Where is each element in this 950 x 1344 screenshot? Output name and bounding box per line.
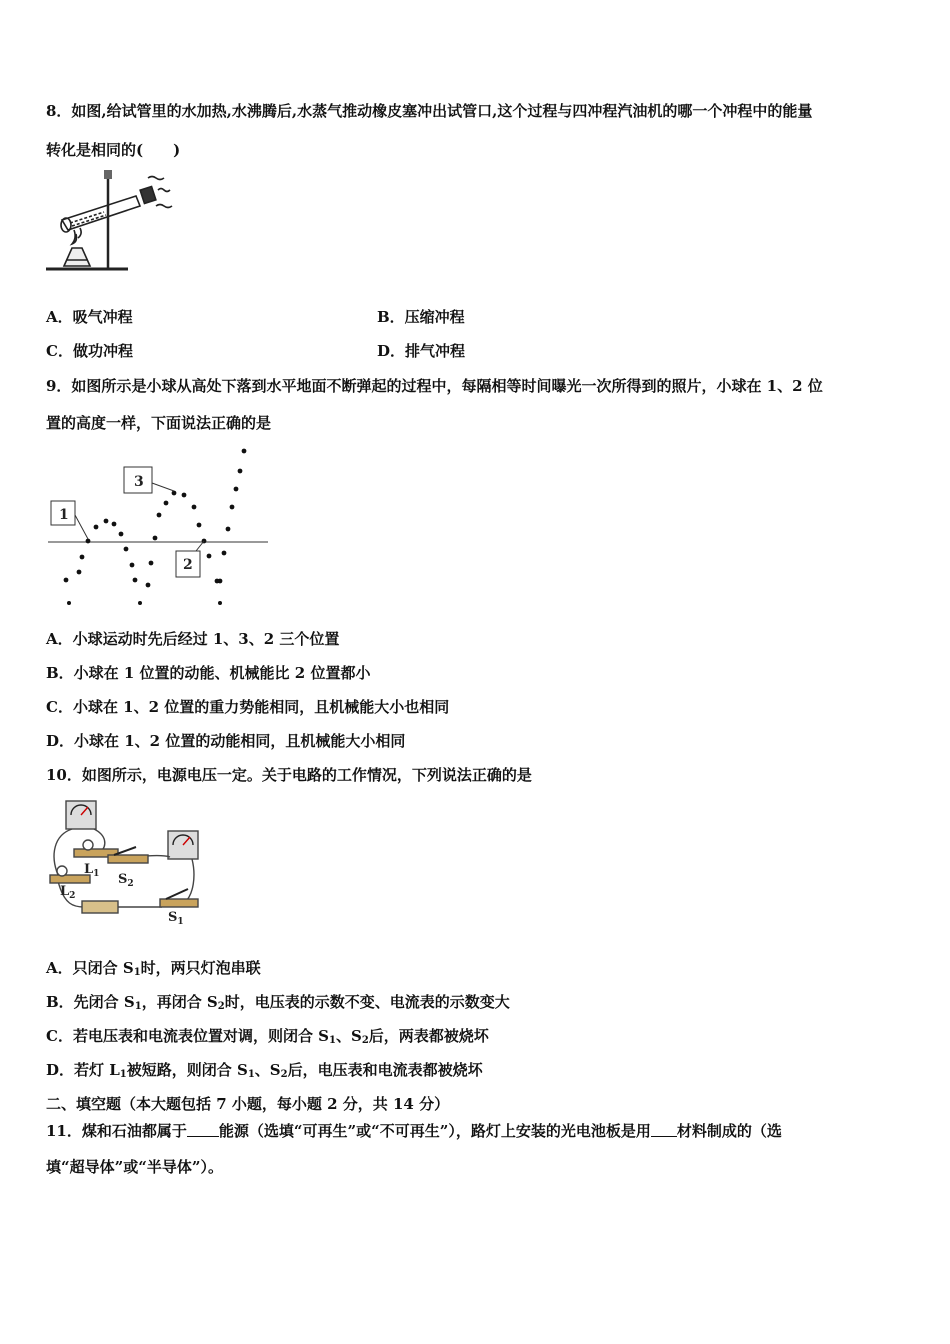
q9-stem-line1: 9．如图所示是小球从高处下落到水平地面不断弹起的过程中，每隔相等时间曝光一次所得到的照片，小球在 1、2 位: [46, 377, 823, 395]
battery-icon: [82, 901, 118, 913]
l1-label: L: [84, 862, 94, 877]
q8-option-c[interactable]: C．做功冲程: [46, 342, 133, 360]
q8-option-b[interactable]: B．压缩冲程: [377, 308, 465, 326]
q9-option-d[interactable]: D．小球在 1、2 位置的动能相同，且机械能大小相同: [46, 732, 406, 750]
svg-text:S2: $S_2$: [118, 872, 134, 889]
s1-label: S: [168, 910, 178, 925]
q10-option-b[interactable]: B．先闭合 $S_1$，再闭合 $S_2$时，电压表的示数不变、电流表的示数变大: [46, 993, 510, 1012]
switch-s2-base: [108, 855, 148, 863]
svg-text:L1: $L_1$: [84, 862, 100, 879]
q9-stem-line2: 置的高度一样，下面说法正确的是: [46, 414, 272, 432]
q8-stem-line2: 转化是相同的( ): [46, 141, 181, 159]
q11-line2: 填“超导体”或“半导体”）。: [46, 1158, 224, 1176]
label-3: 3: [134, 474, 144, 490]
circuit-figure: [44, 795, 214, 927]
svg-text:L2: $L_2$: [60, 884, 76, 901]
s2-label: S: [118, 872, 128, 887]
bouncing-ball-figure: [44, 445, 274, 607]
label-2: 2: [183, 557, 193, 573]
q8-option-a[interactable]: A．吸气冲程: [46, 308, 133, 326]
switch-s1-base: [160, 899, 198, 907]
svg-text:S1: $S_1$: [168, 910, 184, 927]
ball-dots: [64, 449, 247, 605]
label-1: 1: [59, 507, 69, 523]
q9-option-b[interactable]: B．小球在 1 位置的动能、机械能比 2 位置都小: [46, 664, 371, 682]
q11-blank-1[interactable]: [187, 1122, 219, 1137]
section2-heading: 二、填空题（本大题包括 7 小题，每小题 2 分，共 14 分）: [46, 1095, 450, 1113]
q10-option-a[interactable]: A．只闭合 $S_1$时，两只灯泡串联: [46, 959, 261, 978]
q10-option-c[interactable]: C．若电压表和电流表位置对调，则闭合 $S_1$、$S_2$后，两表都被烧坏: [46, 1027, 489, 1046]
q11-blank-2[interactable]: [651, 1122, 677, 1137]
q9-option-a[interactable]: A．小球运动时先后经过 1、3、2 三个位置: [46, 630, 340, 648]
q9-option-c[interactable]: C．小球在 1、2 位置的重力势能相同，且机械能大小也相同: [46, 698, 450, 716]
q10-option-d[interactable]: D．若灯 $L_1$被短路，则闭合 $S_1$、$S_2$后，电压表和电流表都被烧坏: [46, 1061, 483, 1080]
q11-line1: 11．煤和石油都属于 能源（选填“可再生”或“不可再生”），路灯上安装的光电池板是用 材料制成的（选: [46, 1122, 782, 1140]
q8-stem-line1: 8．如图,给试管里的水加热,水沸腾后,水蒸气推动橡皮塞冲出试管口,这个过程与四冲程汽油机的哪一个冲程中的能量: [46, 102, 813, 120]
l2-label: L: [60, 884, 70, 899]
q10-stem: 10．如图所示，电源电压一定。关于电路的工作情况，下列说法正确的是: [46, 766, 532, 784]
test-tube-heating-figure: [44, 168, 174, 272]
q8-option-d[interactable]: D．排气冲程: [377, 342, 466, 360]
